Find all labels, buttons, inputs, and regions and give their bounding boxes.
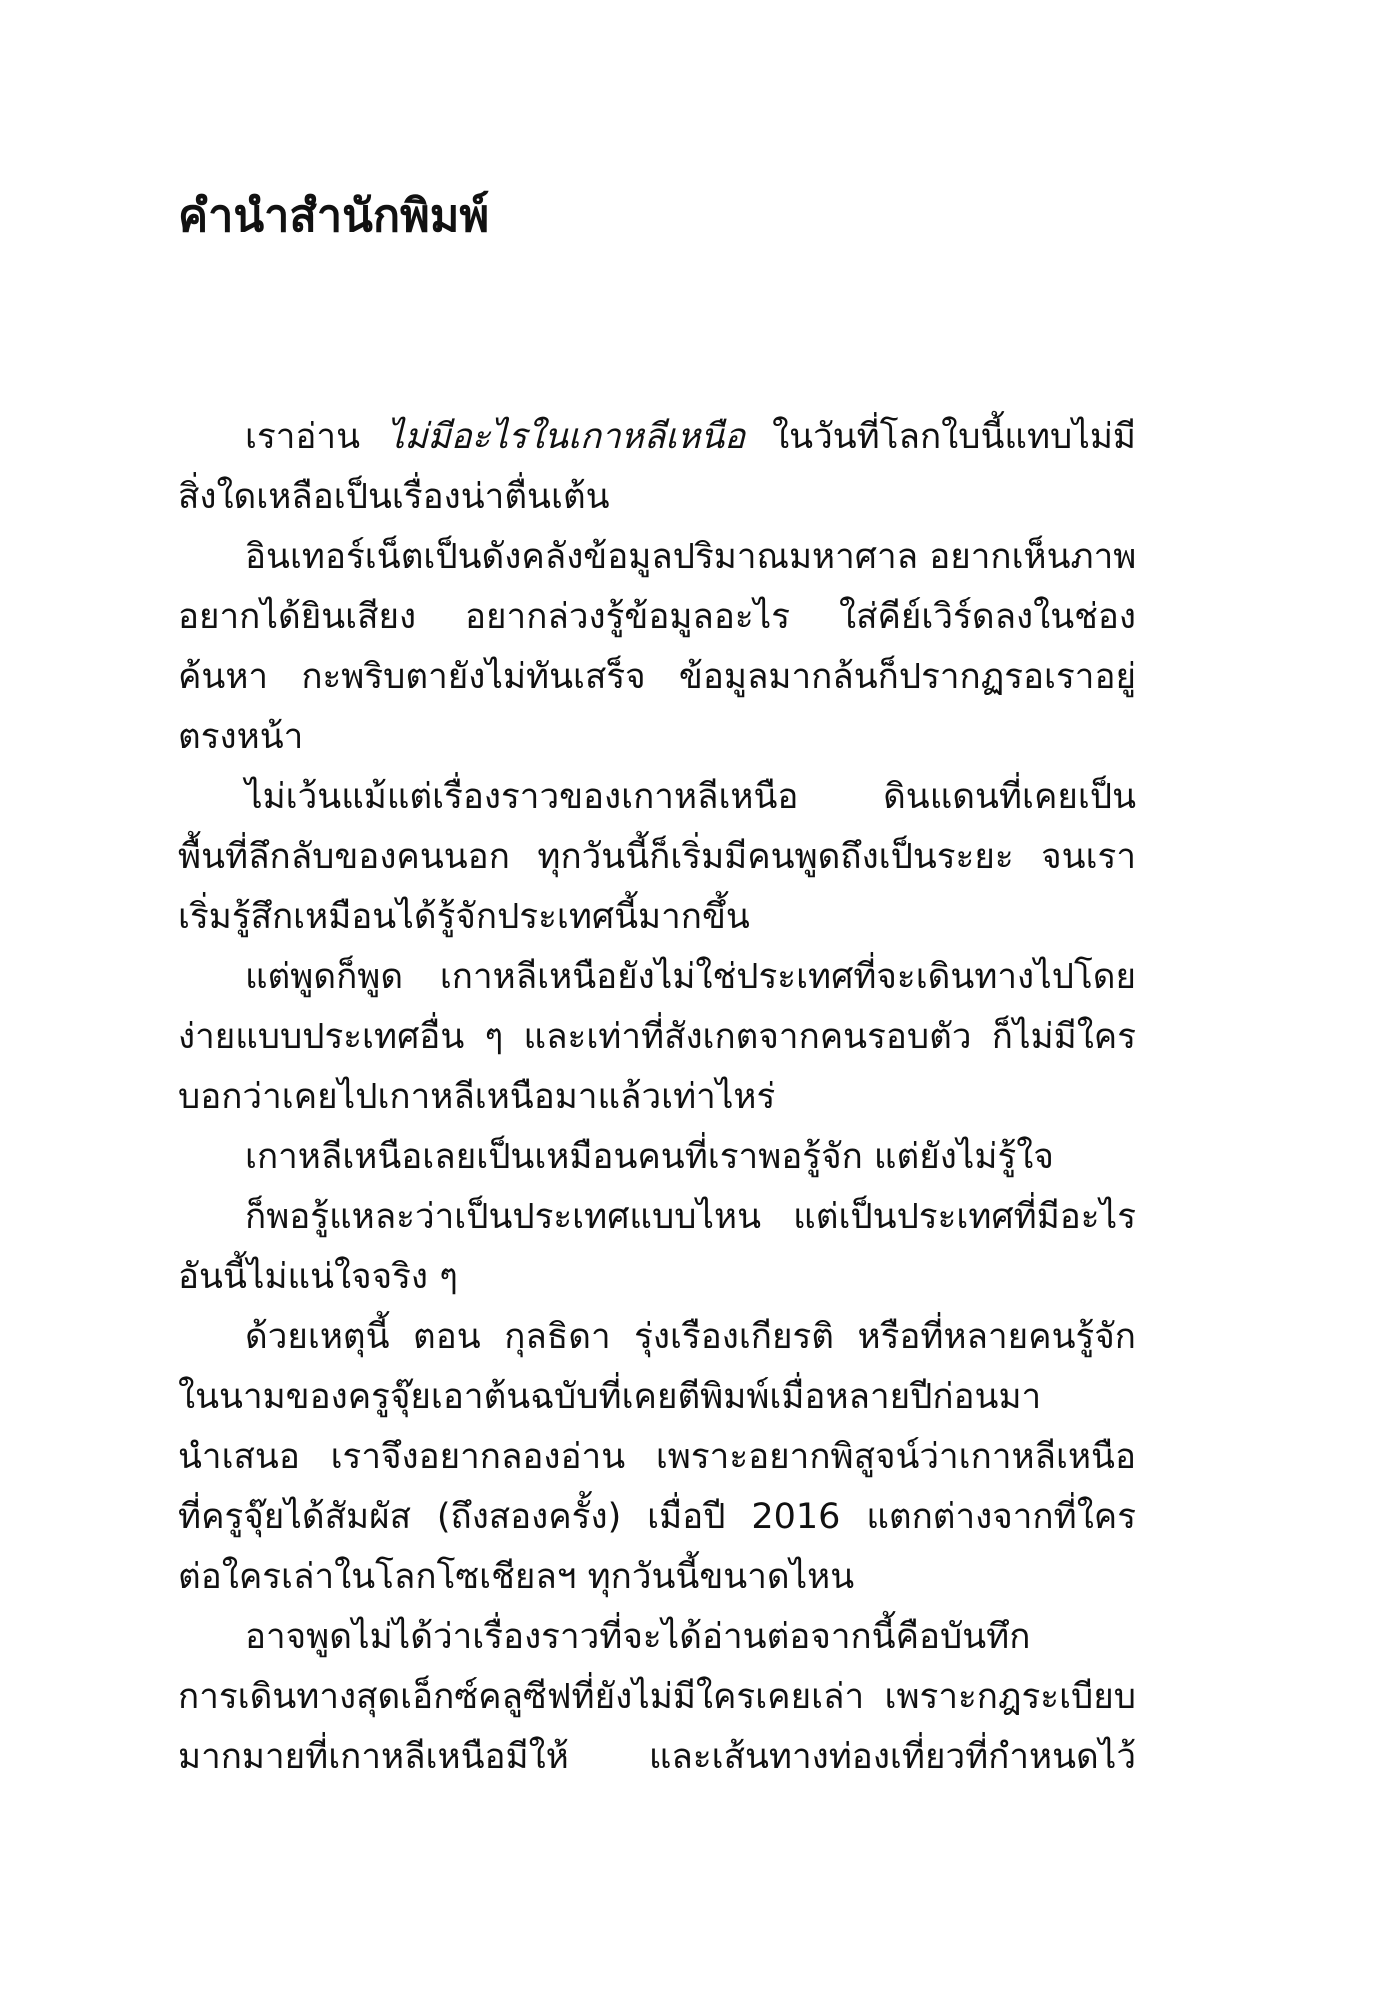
paragraph-3-line-1: ไม่เว้นแม้แต่เรื่องราวของเกาหลีเหนือ ดินแดนที่เคยเป็น — [245, 777, 1136, 817]
paragraph-1-line-1 — [178, 407, 1136, 467]
paragraph-1-line-2: สิ่งใดเหลือเป็นเรื่องน่าตื่นเต้น — [178, 477, 610, 517]
paragraph-6-line-2: อันนี้ไม่แน่ใจจริง ๆ — [178, 1257, 458, 1297]
paragraph-1-text-after: ในวันที่โลกใบนี้แทบไม่มี — [745, 417, 1136, 457]
paragraph-7-line-5: ต่อใครเล่าในโลกโซเชียลฯ ทุกวันนี้ขนาดไหน — [178, 1557, 855, 1597]
paragraph-4-line-3: บอกว่าเคยไปเกาหลีเหนือมาแล้วเท่าไหร่ — [178, 1077, 776, 1117]
paragraph-8-line-2: การเดินทางสุดเอ็กซ์คลูซีฟที่ยังไม่มีใครเคยเล่า เพราะกฎระเบียบ — [178, 1677, 1136, 1717]
paragraph-4-line-1: แต่พูดก็พูด เกาหลีเหนือยังไม่ใช่ประเทศที่จะเดินทางไปโดย — [245, 957, 1136, 997]
paragraph-1-text-before: เราอ่าน — [245, 417, 387, 457]
body-text — [178, 407, 1136, 1787]
paragraph-2-line-3: ค้นหา กะพริบตายังไม่ทันเสร็จ ข้อมูลมากล้นก็ปรากฏรอเราอยู่ — [178, 657, 1136, 697]
paragraph-4-line-2: ง่ายแบบประเทศอื่น ๆ และเท่าที่สังเกตจากคนรอบตัว ก็ไม่มีใคร — [178, 1017, 1136, 1057]
paragraph-5-line-1: เกาหลีเหนือเลยเป็นเหมือนคนที่เราพอรู้จัก แต่ยังไม่รู้ใจ — [245, 1137, 1054, 1177]
paragraph-8-line-1: อาจพูดไม่ได้ว่าเรื่องราวที่จะได้อ่านต่อจากนี้คือบันทึก — [245, 1617, 1031, 1657]
paragraph-7-line-3: นำเสนอ เราจึงอยากลองอ่าน เพราะอยากพิสูจน์ว่าเกาหลีเหนือ — [178, 1437, 1136, 1477]
paragraph-8-line-3: มากมายที่เกาหลีเหนือมีให้ และเส้นทางท่องเที่ยวที่กำหนดไว้ — [178, 1737, 1136, 1777]
paragraph-6-line-1: ก็พอรู้แหละว่าเป็นประเทศแบบไหน แต่เป็นประเทศที่มีอะไร — [245, 1197, 1136, 1237]
paragraph-7-line-1: ด้วยเหตุนี้ ตอน กุลธิดา รุ่งเรืองเกียรติ หรือที่หลายคนรู้จัก — [245, 1317, 1136, 1357]
paragraph-2-line-4: ตรงหน้า — [178, 717, 304, 757]
paragraph-3-line-3: เริ่มรู้สึกเหมือนได้รู้จักประเทศนี้มากขึ้น — [178, 897, 750, 937]
paragraph-2-line-1: อินเทอร์เน็ตเป็นดังคลังข้อมูลปริมาณมหาศาล อยากเห็นภาพ — [245, 537, 1137, 577]
page-heading: คำนำสำนักพิมพ์ — [178, 189, 490, 242]
paragraph-7-line-2: ในนามของครูจุ๊ยเอาต้นฉบับที่เคยตีพิมพ์เมื่อหลายปีก่อนมา — [178, 1377, 1042, 1417]
paragraph-7-line-4: ที่ครูจุ๊ยได้สัมผัส (ถึงสองครั้ง) เมื่อปี 2016 แตกต่างจากที่ใคร — [178, 1497, 1136, 1537]
paragraph-2-line-2: อยากได้ยินเสียง อยากล่วงรู้ข้อมูลอะไร ใส่คีย์เวิร์ดลงในช่อง — [178, 597, 1136, 637]
book-title: ไม่มีอะไรในเกาหลีเหนือ — [386, 417, 746, 457]
paragraph-3-line-2: พื้นที่ลึกลับของคนนอก ทุกวันนี้ก็เริ่มมีคนพูดถึงเป็นระยะ จนเรา — [178, 837, 1136, 877]
